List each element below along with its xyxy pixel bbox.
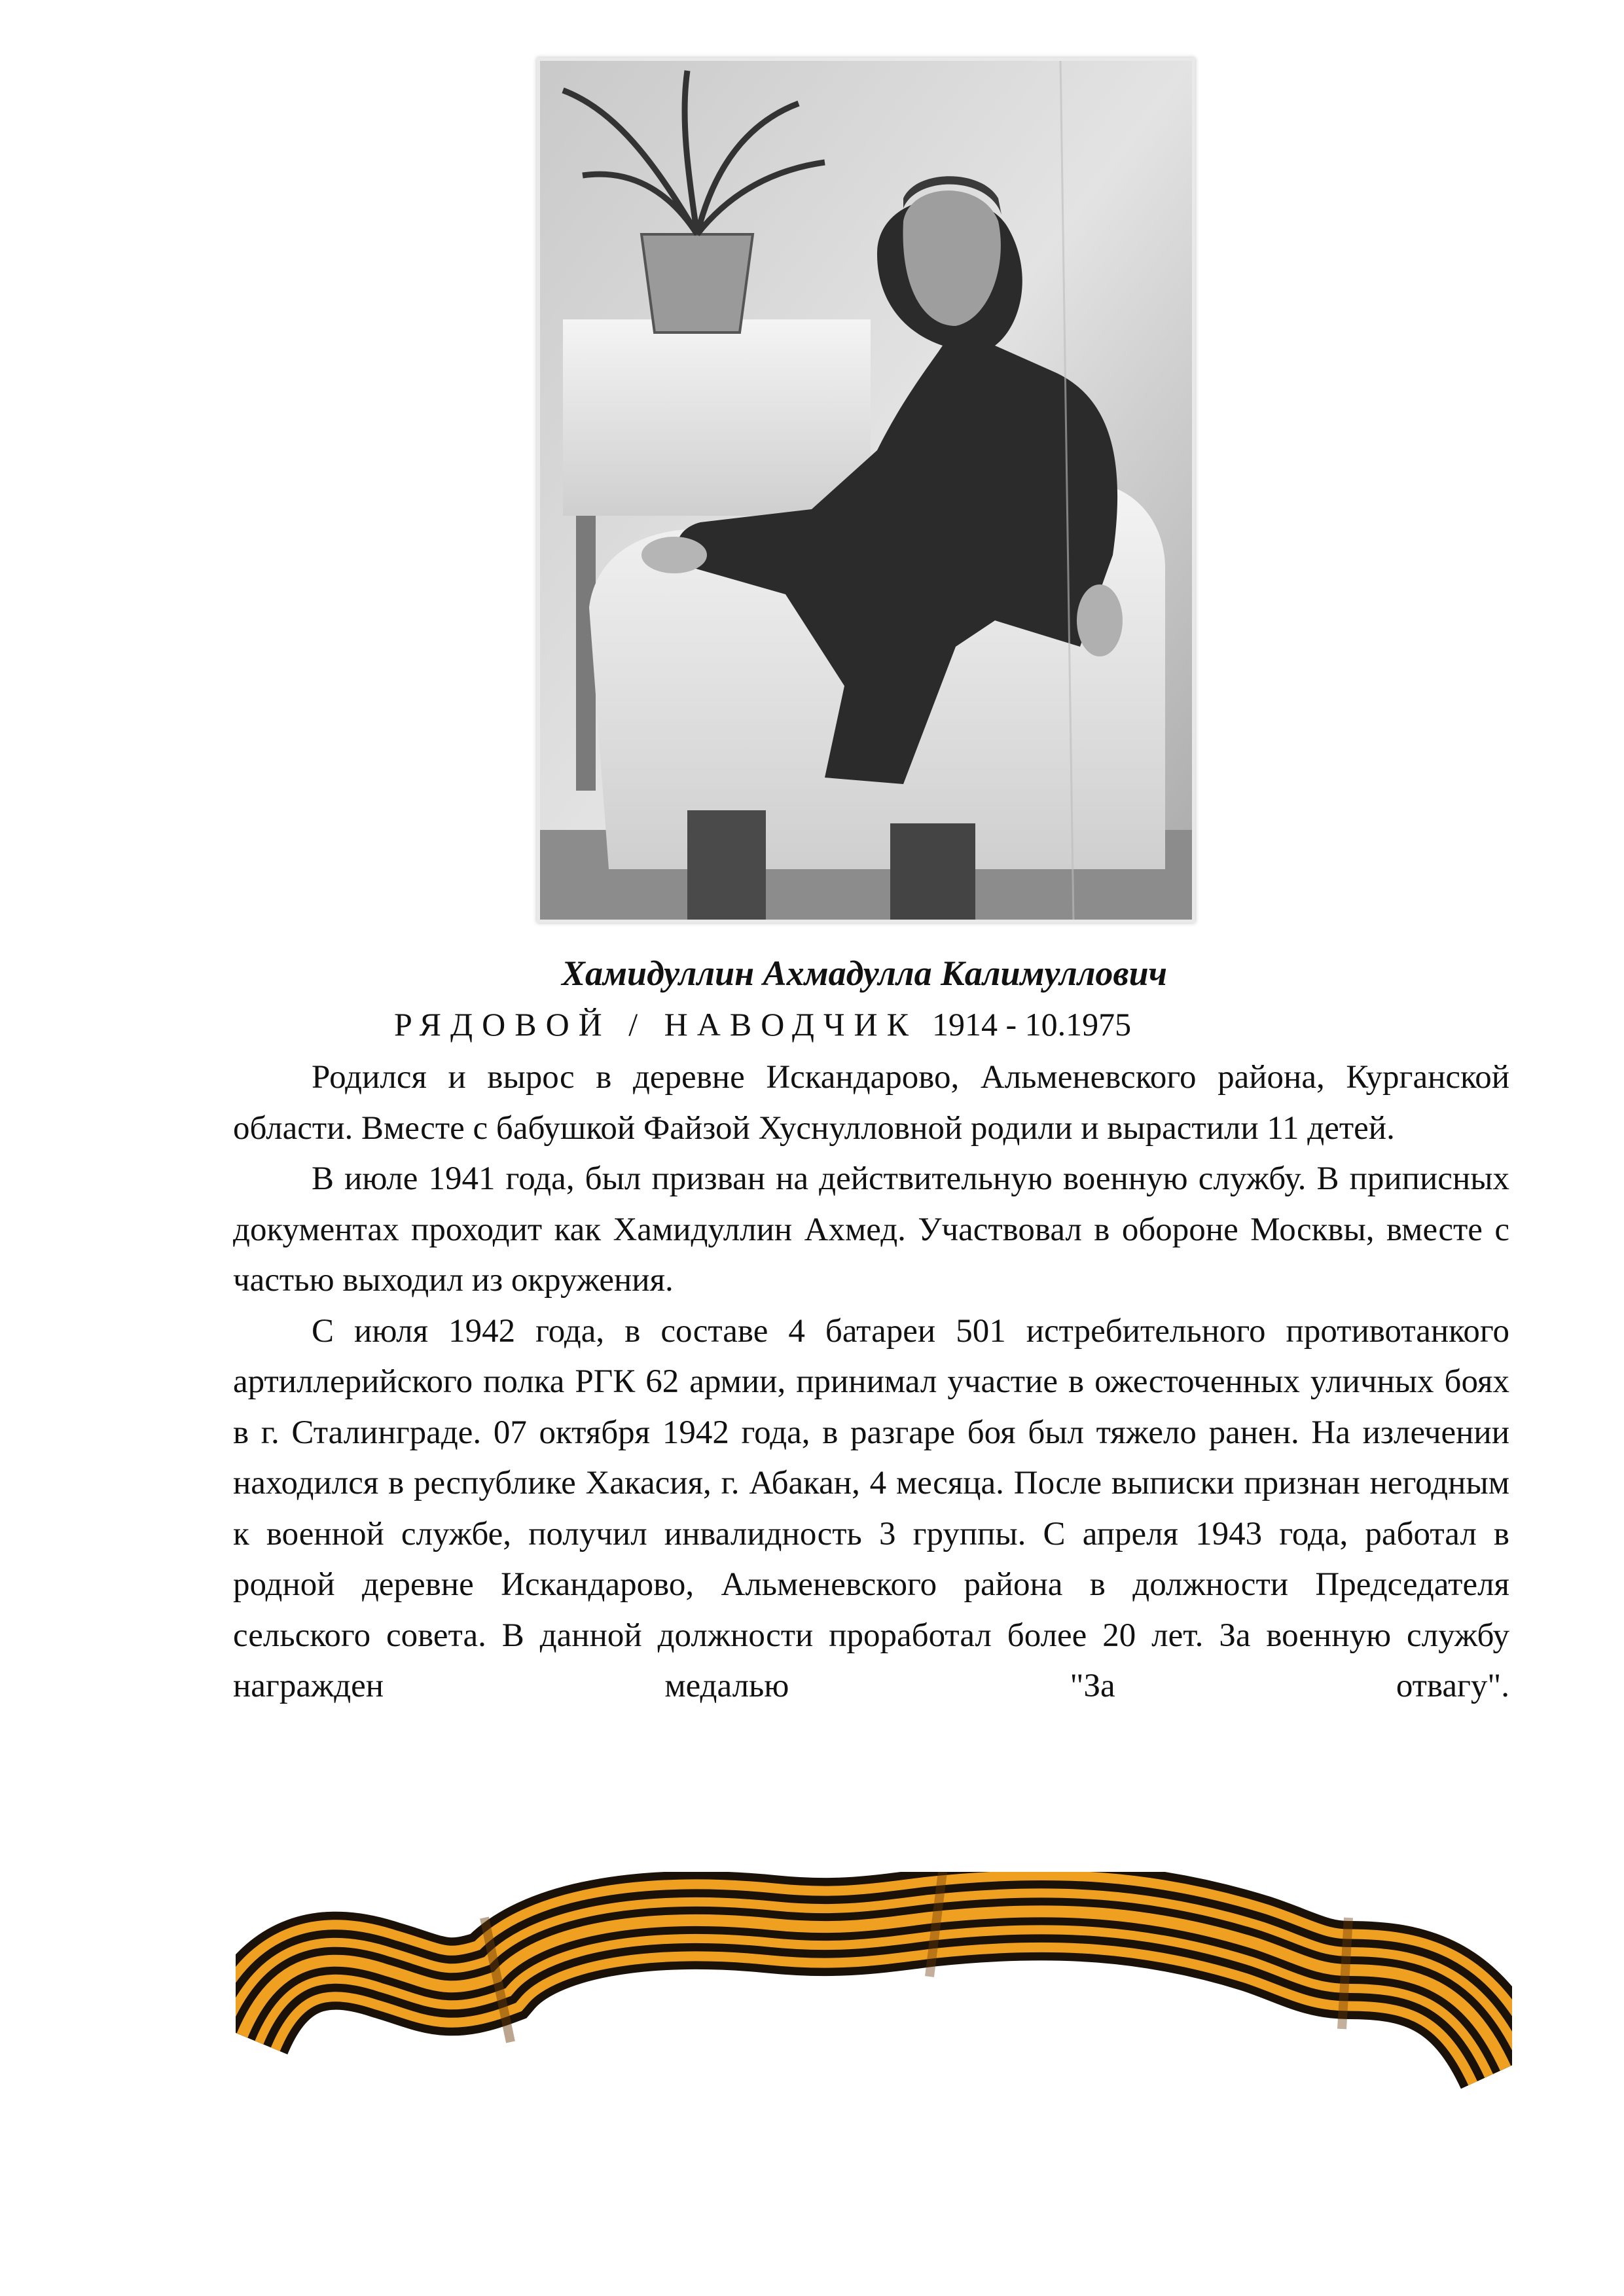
portrait-photo-image bbox=[537, 58, 1195, 923]
biography-paragraph: С июля 1942 года, в составе 4 батареи 501 истребительного противотанкого артиллерийского полка РГК 62 армии, принимал участие в ожесточенных уличных боях в г. Сталинграде. 07 октября 1942 года, в разгаре боя был тяжело ранен. На излечении находился в республике Хакасия, г. Абакан, 4 месяца. После выписки признан негодным к военной службе, получил инвалидность 3 группы. С апреля 1943 года, работал в родной деревне Искандарово, Альменевского района в должности Председателя сельского совета. В данной должности проработал более 20 лет. За военную службу награжден медалью "За отвагу". bbox=[233, 1312, 1509, 1704]
person-years: 1914 - 10.1975 bbox=[931, 1006, 1132, 1043]
biography bbox=[233, 1052, 1509, 1712]
person-name: Хамидуллин Ахмадулла Калимуллович bbox=[562, 954, 1167, 993]
biography-paragraph: В июле 1941 года, был призван на действительную военную службу. В приписных документах проходит как Хамидуллин Ахмед. Участвовал в обороне Москвы, вместе с частью выходил из окружения. bbox=[233, 1160, 1509, 1299]
biography-paragraph: Родился и вырос в деревне Искандарово, Альменевского района, Курганской области. Вместе с бабушкой Файзой Хуснулловной родили и вырастили 11 детей. bbox=[233, 1059, 1509, 1147]
ribbon-stripes bbox=[242, 1911, 1506, 2068]
st-george-ribbon bbox=[236, 1872, 1512, 2121]
portrait-photo bbox=[537, 58, 1195, 923]
person-rank: РЯДОВОЙ / НАВОДЧИК bbox=[394, 1006, 918, 1043]
rank-line bbox=[394, 1001, 1131, 1047]
